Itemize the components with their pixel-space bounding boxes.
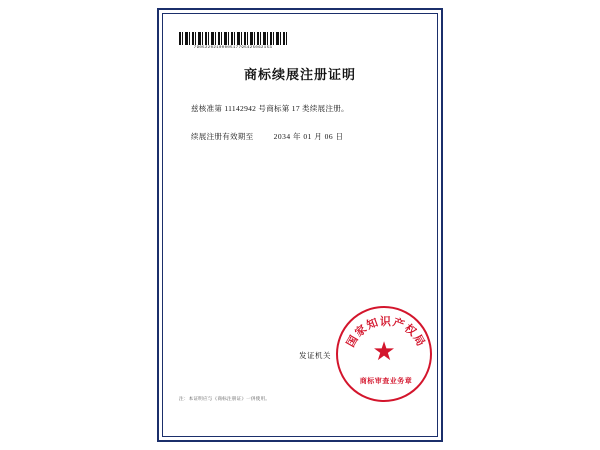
certificate-content <box>173 24 427 426</box>
page-title: 商标续展注册证明 <box>243 67 356 82</box>
barcode-icon <box>179 32 287 45</box>
footnote: 注：本证明应与《商标注册证》一併使用。 <box>179 396 271 401</box>
validity-line <box>191 131 427 142</box>
barcode-number: 7905220210000517795425062153 <box>193 46 273 50</box>
validity-date: 2034 年 01 月 06 日 <box>273 132 344 141</box>
registration-statement: 兹核准第 11142942 号商标第 17 类续展注册。 <box>191 104 349 113</box>
official-seal <box>336 306 432 402</box>
issuer-label: 发证机关 <box>299 351 331 360</box>
validity-label: 续展注册有效期至 <box>191 132 254 141</box>
barcode-block <box>179 32 287 50</box>
seal-bottom-label: 商标审查业务章 <box>359 377 413 385</box>
certificate-sheet <box>157 8 443 442</box>
seal-arc-label: 国家知识产权局 <box>344 315 428 350</box>
star-icon: ★ <box>372 337 396 366</box>
